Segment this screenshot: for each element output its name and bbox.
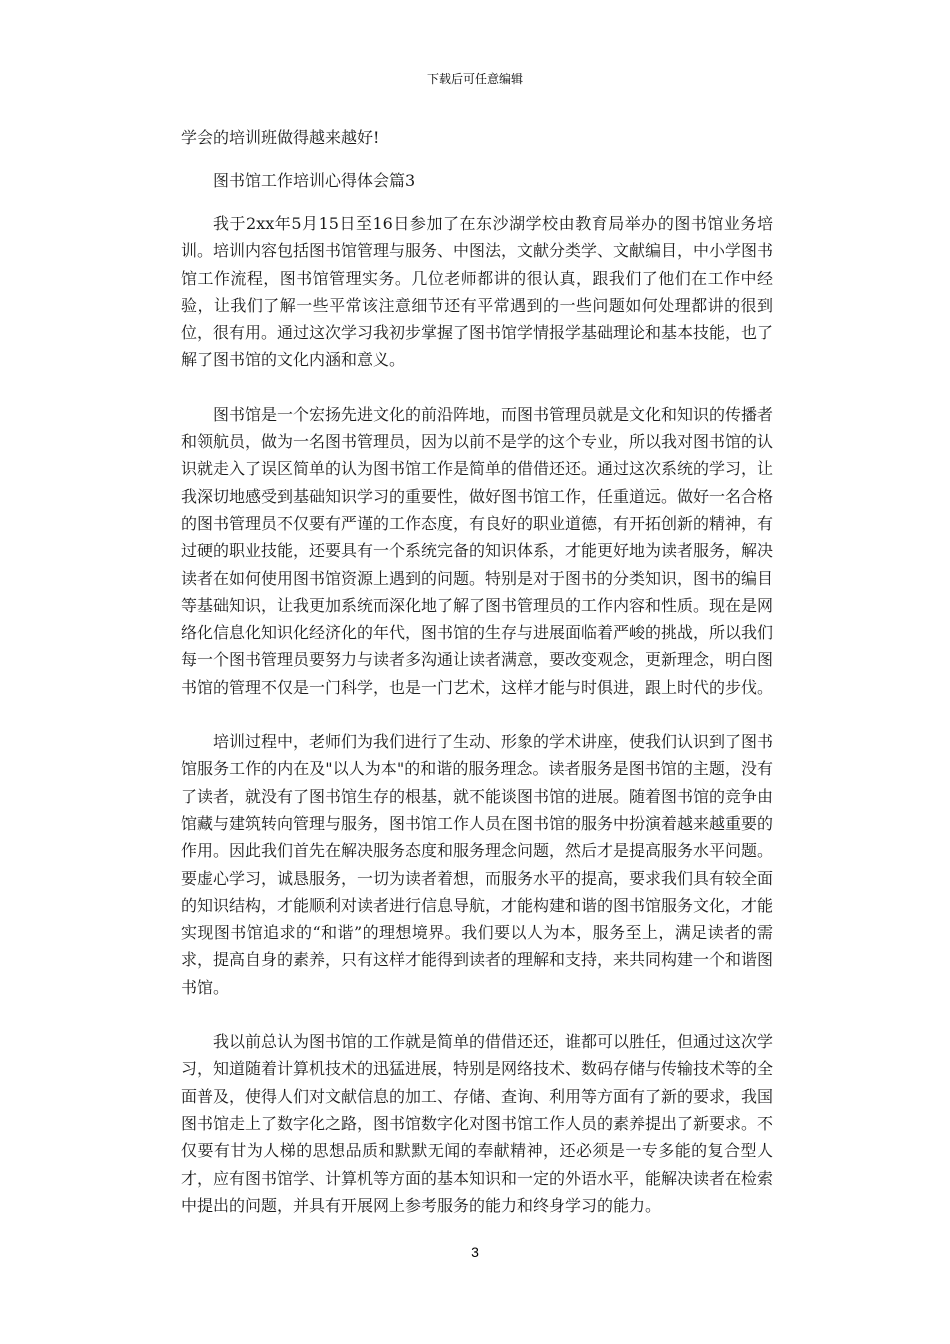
paragraph-3: 培训过程中，老师们为我们进行了生动、形象的学术讲座，使我们认识到了图书馆服务工作的内在及"以人为本"的和谐的服务理念。读者服务是图书馆的主题，没有了读者，就没有了图书馆生存的根基，就不能谈图书馆的进展。随着图书馆的竞争由馆藏与建筑转向管理与服务，图书馆工作人员在图书馆的服务中扮演着越来越重要的作用。因此我们首先在解决服务态度和服务理念问题，然后才是提高服务水平问题。要虚心学习，诚恳服务，一切为读者着想，而服务水平的提高，要求我们具有较全面的知识结构，才能顺利对读者进行信息导航，才能构建和谐的图书馆服务文化，才能实现图书馆追求的“和谐”的理想境界。我们要以人为本，服务至上，满足读者的需求，提高自身的素养，只有这样才能得到读者的理解和支持，来共同构建一个和谐图书馆。 — [181, 732, 774, 997]
continuation-line: 学会的培训班做得越来越好! — [181, 128, 380, 147]
document-body — [181, 124, 773, 1246]
paragraph-1: 我于2xx年5月15日至16日参加了在东沙湖学校由教育局举办的图书馆业务培训。培训内容包括图书馆管理与服务、中图法，文献分类学、文献编目，中小学图书馆工作流程，图书馆管理实务。几位老师都讲的很认真，跟我们了他们在工作中经验，让我们了解一些平常该注意细节还有平常遇到的一些问题如何处理都讲的很到位，很有用。通过这次学习我初步掌握了图书馆学情报学基础理论和基本技能，也了解了图书馆的文化内涵和意义。 — [181, 214, 774, 370]
page-number: 3 — [471, 1244, 479, 1260]
page-header: 下载后可任意编辑 — [426, 72, 523, 86]
paragraph-4: 我以前总认为图书馆的工作就是简单的借借还还，谁都可以胜任，但通过这次学习，知道随着计算机技术的迅猛进展，特别是网络技术、数码存储与传输技术等的全面普及，使得人们对文献信息的加工、存储、查询、利用等方面有了新的要求，我国图书馆走上了数字化之路，图书馆数字化对图书馆工作人员的素养提出了新要求。不仅要有甘为人梯的思想品质和默默无闻的奉献精神，还必须是一专多能的复合型人才，应有图书馆学、计算机等方面的基本知识和一定的外语水平，能解决读者在检索中提出的问题，并具有开展网上参考服务的能力和终身学习的能力。 — [181, 1032, 774, 1215]
section-title: 图书馆工作培训心得体会篇3 — [213, 171, 416, 190]
paragraph-2: 图书馆是一个宏扬先进文化的前沿阵地，而图书管理员就是文化和知识的传播者和领航员，做为一名图书管理员，因为以前不是学的这个专业，所以我对图书馆的认识就走入了误区简单的认为图书馆工作是简单的借借还还。通过这次系统的学习，让我深切地感受到基础知识学习的重要性，做好图书馆工作，任重道远。做好一名合格的图书管理员不仅要有严谨的工作态度，有良好的职业道德，有开拓创新的精神，有过硬的职业技能，还要具有一个系统完备的知识体系，才能更好地为读者服务，解决读者在如何使用图书馆资源上遇到的问题。特别是对于图书的分类知识，图书的编目等基础知识，让我更加系统而深化地了解了图书管理员的工作内容和性质。现在是网络化信息化知识化经济化的年代，图书馆的生存与进展面临着严峻的挑战，所以我们每一个图书管理员要努力与读者多沟通让读者满意，要改变观念，更新理念，明白图书馆的管理不仅是一门科学，也是一门艺术，这样才能与时俱进，跟上时代的步伐。 — [181, 404, 774, 697]
